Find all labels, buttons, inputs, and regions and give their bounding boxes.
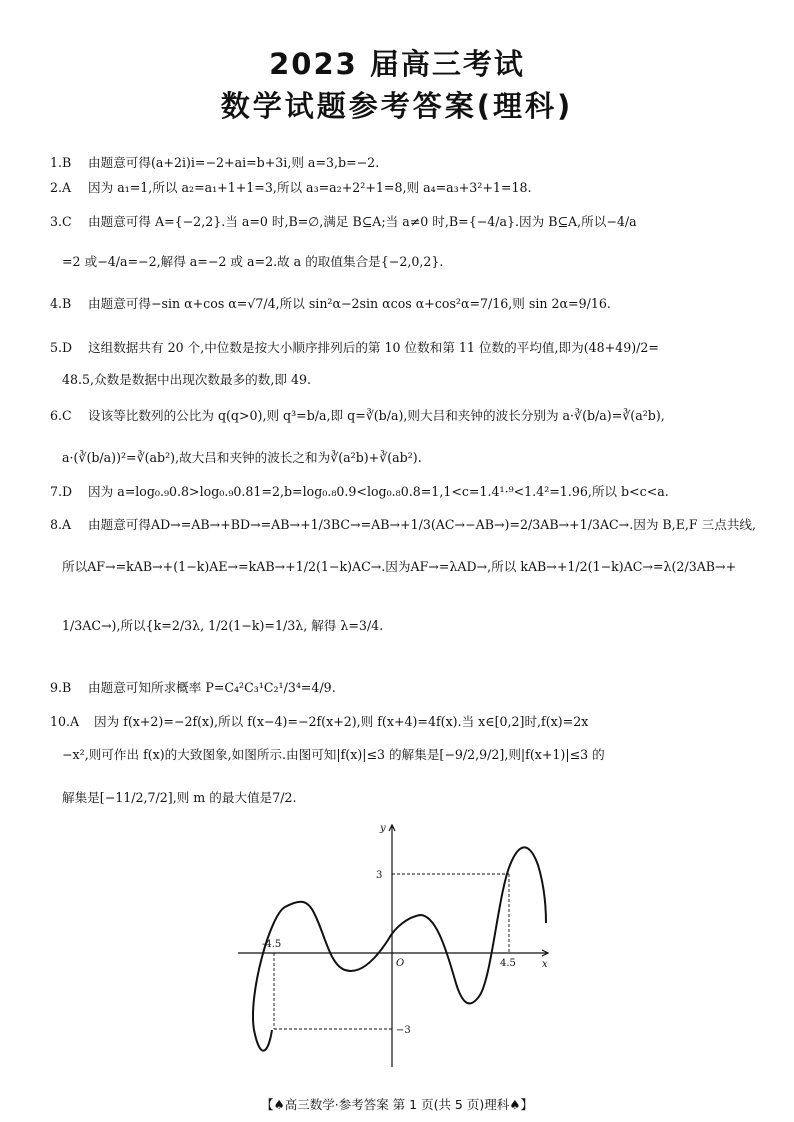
answer-text: 设该等比数列的公比为 q(q>0),则 q³=b/a,即 q=∛(b/a),则大吕和夹钟的波长分别为 a·∛(b/a)=∛(a²b), <box>88 408 665 423</box>
answer-4 <box>50 294 611 314</box>
page-footer: 【♠高三数学·参考答案 第 1 页(共 5 页)理科♠】 <box>261 1097 533 1112</box>
answer-number: 2.A <box>50 180 72 195</box>
answer-text: 因为 a₁=1,所以 a₂=a₁+1+1=3,所以 a₃=a₂+2²+1=8,则 a₄=a₃+3²+1=18. <box>88 180 532 195</box>
answer-number: 3.C <box>50 214 72 229</box>
answer-number: 9.B <box>50 680 72 695</box>
answer-text: 由题意可知所求概率 P=C₄²C₃¹C₂¹/3⁴=4/9. <box>88 680 336 695</box>
answer-8-cont2: 1/3AC→),所以{k=2/3λ, 1/2(1−k)=1/3λ, 解得 λ=3/4. <box>62 618 384 633</box>
answer-9 <box>50 678 336 698</box>
answer-text: 由题意可得 A={−2,2}.当 a=0 时,B=∅,满足 B⊆A;当 a≠0 时,B={−4/a}.因为 B⊆A,所以−4/a <box>88 214 637 229</box>
answer-6-cont: a·(∛(b/a))²=∛(ab²),故大吕和夹钟的波长之和为∛(a²b)+∛(ab²). <box>62 450 422 465</box>
answer-5 <box>50 338 659 358</box>
answer-5-cont: 48.5,众数是数据中出现次数最多的数,即 49. <box>62 372 311 387</box>
answer-number: 8.A <box>50 517 72 532</box>
answer-2 <box>50 178 532 198</box>
answer-6 <box>50 406 665 426</box>
answer-text: 这组数据共有 20 个,中位数是按大小顺序排列后的第 10 位数和第 11 位数的平均值,即为(48+49)/2= <box>88 340 659 355</box>
answer-number: 7.D <box>50 484 73 499</box>
title-answer-key: 数学试题参考答案(理科) <box>220 89 574 123</box>
answer-number: 4.B <box>50 296 72 311</box>
function-curve <box>253 847 546 1050</box>
answer-number: 6.C <box>50 408 72 423</box>
answer-8 <box>50 515 756 535</box>
answer-text: 因为 f(x+2)=−2f(x),所以 f(x−4)=−2f(x+2),则 f(x+4)=4f(x).当 x∈[0,2]时,f(x)=2x <box>94 714 589 729</box>
tick-y-3: 3 <box>376 870 383 881</box>
answer-3-cont: =2 或−4/a=−2,解得 a=−2 或 a=2.故 a 的取值集合是{−2,0,2}. <box>62 254 444 269</box>
answer-3 <box>50 212 637 232</box>
answer-10 <box>50 712 588 732</box>
tick-y-neg-3: −3 <box>396 1025 411 1036</box>
answer-number: 10.A <box>50 714 80 729</box>
answer-10-cont1: −x²,则可作出 f(x)的大致图象,如图所示.由图可知|f(x)|≤3 的解集是[−9/2,9/2],则|f(x+1)|≤3 的 <box>62 747 605 762</box>
title-exam: 2023 届高三考试 <box>269 47 525 81</box>
answer-7 <box>50 482 669 502</box>
answer-8-cont1: 所以AF→=kAB→+(1−k)AE→=kAB→+1/2(1−k)AC→.因为AF→=λAD→,所以 kAB→+1/2(1−k)AC→=λ(2/3AB→+ <box>62 559 737 574</box>
answer-text: 由题意可得−sin α+cos α=√7/4,所以 sin²α−2sin αcos α+cos²α=7/16,则 sin 2α=9/16. <box>88 296 611 311</box>
answer-number: 5.D <box>50 340 73 355</box>
x-axis-label: x <box>542 959 548 970</box>
tick-neg-4-5: -4.5 <box>262 939 282 950</box>
origin-label: O <box>396 958 405 969</box>
answer-text: 因为 a=log₀.₉0.8>log₀.₉0.81=2,b=log₀.₈0.9<log₀.₈0.8=1,1<c=1.4¹·⁹<1.4²=1.96,所以 b<c<a. <box>88 484 669 499</box>
function-graph <box>230 815 560 1077</box>
tick-pos-4-5: 4.5 <box>500 958 516 969</box>
answer-10-cont2: 解集是[−11/2,7/2],则 m 的最大值是7/2. <box>62 790 297 805</box>
answer-text: 由题意可得(a+2i)i=−2+ai=b+3i,则 a=3,b=−2. <box>88 155 380 170</box>
answer-number: 1.B <box>50 155 72 170</box>
answer-1 <box>50 153 379 173</box>
answer-text: 由题意可得AD→=AB→+BD→=AB→+1/3BC→=AB→+1/3(AC→−AB→)=2/3AB→+1/3AC→.因为 B,E,F 三点共线, <box>88 517 757 532</box>
y-axis-label: y <box>380 823 386 834</box>
